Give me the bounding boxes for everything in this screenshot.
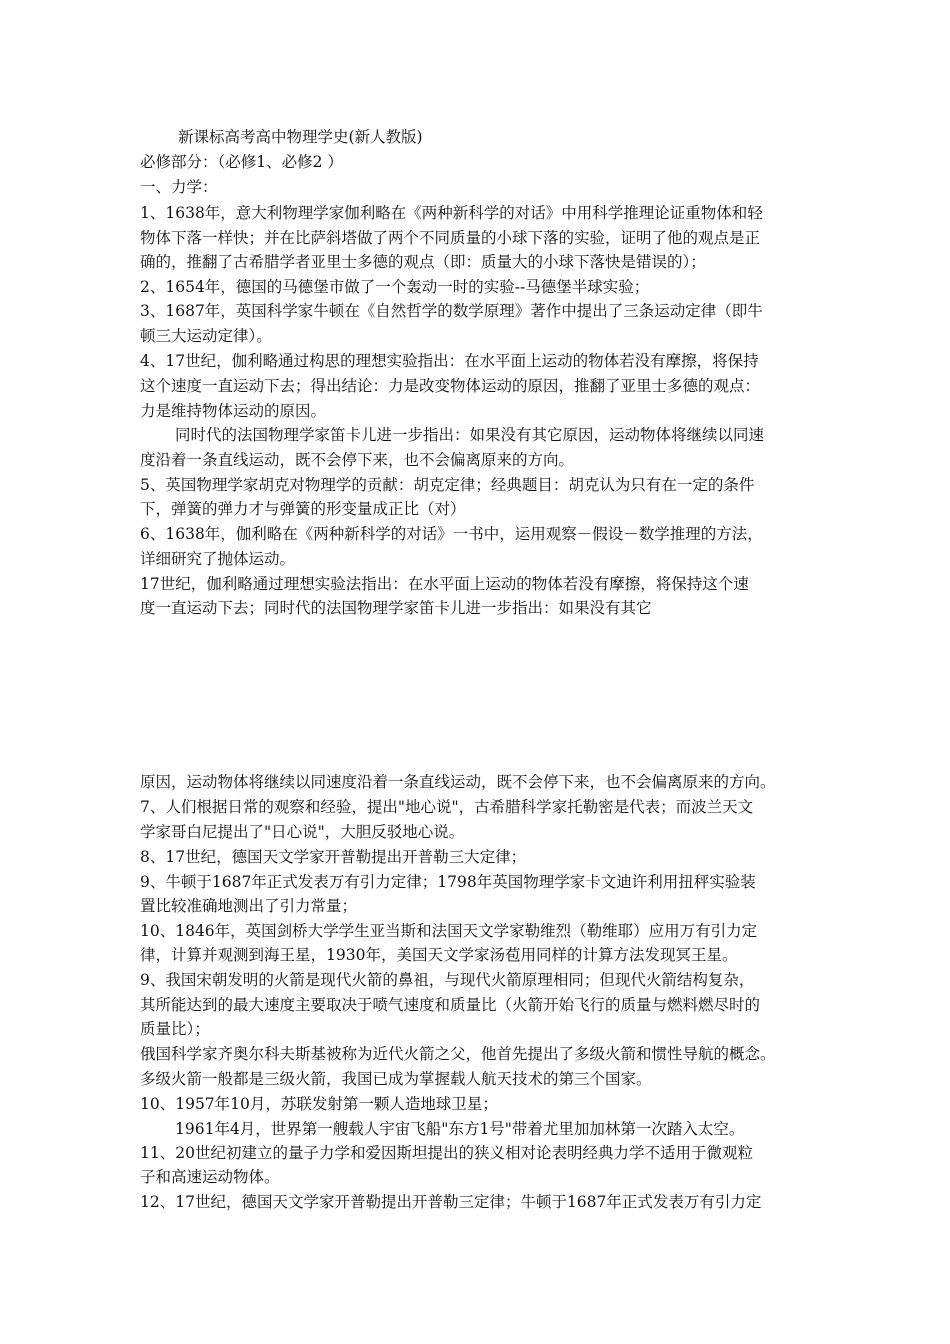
text-line: 9、牛顿于1687年正式发表万有引力定律；1798年英国物理学家卡文迪许利用扭秤实验装: [140, 873, 756, 891]
text-line: 4、17世纪，伽利略通过构思的理想实验指出：在水平面上运动的物体若没有摩擦，将保持: [140, 352, 759, 370]
text-line: 详细研究了抛体运动。: [140, 550, 296, 568]
text-line: 10、1957年10月，苏联发射第一颗人造地球卫星；: [140, 1095, 498, 1113]
text-line: 6、1638年，伽利略在《两种新科学的对话》一书中，运用观察－假设－数学推理的方法，: [140, 525, 763, 543]
text-line: 顿三大运动定律）。: [140, 327, 272, 345]
text-line: 置比较准确地测出了引力常量；: [140, 897, 358, 915]
text-line: 1961年4月，世界第一艘载人宇宙飞船"东方1号"带着尤里加加林第一次踏入太空。: [175, 1120, 745, 1138]
text-line: 这个速度一直运动下去；得出结论：力是改变物体运动的原因，推翻了亚里士多德的观点：: [140, 377, 761, 395]
text-line: 同时代的法国物理学家笛卡儿进一步指出：如果没有其它原因，运动物体将继续以同速: [175, 426, 765, 444]
text-line: 俄国科学家齐奥尔科夫斯基被称为近代火箭之父，他首先提出了多级火箭和惯性导航的概念。: [140, 1045, 776, 1063]
section-required: 必修部分：（必修1、必修2 ）: [140, 153, 343, 171]
text-line: 2、1654年，德国的马德堡市做了一个轰动一时的实验--马德堡半球实验；: [140, 278, 650, 296]
document-title: 新课标高考高中物理学史(新人教版): [178, 128, 423, 146]
text-line: 学家哥白尼提出了"日心说"，大胆反驳地心说。: [140, 823, 465, 841]
text-line: 9、我国宋朝发明的火箭是现代火箭的鼻祖，与现代火箭原理相同；但现代火箭结构复杂，: [140, 971, 755, 989]
text-line: 5、英国物理学家胡克对物理学的贡献：胡克定律；经典题目：胡克认为只有在一定的条件: [140, 476, 755, 494]
text-line: 17世纪，伽利略通过理想实验法指出：在水平面上运动的物体若没有摩擦，将保持这个速: [140, 575, 749, 593]
text-line: 12、17世纪，德国天文学家开普勒提出开普勒三定律；牛顿于1687年正式发表万有引力定: [140, 1193, 762, 1211]
text-line: 原因，运动物体将继续以同速度沿着一条直线运动，既不会停下来，也不会偏离原来的方向。: [140, 773, 776, 791]
text-line: 3、1687年，英国科学家牛顿在《自然哲学的数学原理》著作中提出了三条运动定律（即牛: [140, 302, 763, 320]
text-line: 1、1638年，意大利物理学家伽利略在《两种新科学的对话》中用科学推理论证重物体和轻: [140, 204, 763, 222]
text-line: 子和高速运动物体。: [140, 1168, 280, 1186]
text-line: 8、17世纪，德国天文学家开普勒提出开普勒三大定律；: [140, 848, 527, 866]
text-line: 力是维持物体运动的原因。: [140, 402, 327, 420]
text-line: 物体下落一样快；并在比萨斜塔做了两个不同质量的小球下落的实验，证明了他的观点是正: [140, 229, 761, 247]
heading-mechanics: 一、力学：: [140, 178, 218, 196]
text-line: 确的，推翻了古希腊学者亚里士多德的观点（即：质量大的小球下落快是错误的）；: [140, 253, 706, 271]
text-line: 律，计算并观测到海王星，1930年，美国天文学家汤苞用同样的计算方法发现冥王星。: [140, 946, 738, 964]
text-line: 10、1846年，英国剑桥大学学生亚当斯和法国天文学家勒维烈（勒维耶）应用万有引力定: [140, 922, 758, 940]
text-line: 11、20世纪初建立的量子力学和爱因斯坦提出的狭义相对论表明经典力学不适用于微观粒: [140, 1144, 753, 1162]
text-line: 下，弹簧的弹力才与弹簧的形变量成正比（对）: [140, 500, 466, 518]
text-line: 度沿着一条直线运动，既不会停下来，也不会偏离原来的方向。: [140, 451, 575, 469]
text-line: 其所能达到的最大速度主要取决于喷气速度和质量比（火箭开始飞行的质量与燃料燃尽时的: [140, 996, 761, 1014]
text-line: 多级火箭一般都是三级火箭，我国已成为掌握载人航天技术的第三个国家。: [140, 1070, 652, 1088]
text-line: 质量比）；: [140, 1020, 210, 1038]
text-line: 度一直运动下去；同时代的法国物理学家笛卡儿进一步指出：如果没有其它: [140, 599, 652, 617]
text-line: 7、人们根据日常的观察和经验，提出"地心说"，古希腊科学家托勒密是代表；而波兰天文: [140, 798, 754, 816]
